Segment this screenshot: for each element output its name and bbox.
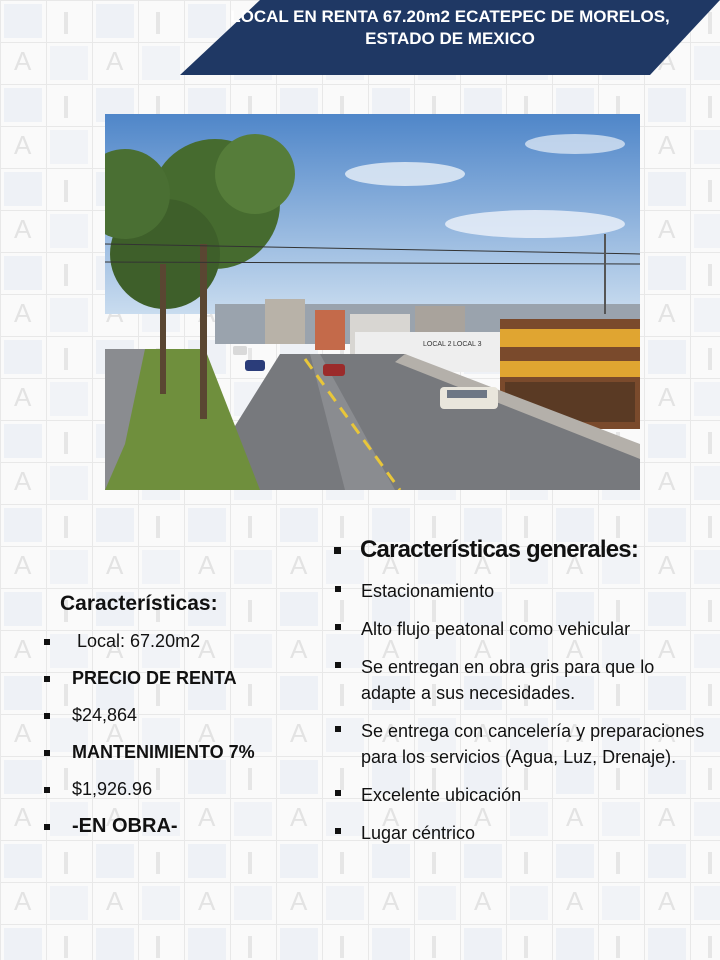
- bullet-icon: [335, 586, 341, 592]
- general-features-heading: Características generales:: [360, 536, 639, 563]
- sign-local-2: LOCAL 2: [423, 341, 452, 348]
- bullet-icon: [335, 726, 341, 732]
- general-features-item: [334, 718, 714, 770]
- sign-local-3: LOCAL 3: [453, 341, 482, 348]
- features-list-text: MANTENIMIENTO 7%: [72, 742, 255, 762]
- general-features-item: [334, 782, 714, 808]
- general-features-item: [334, 616, 714, 642]
- bullet-icon: [44, 639, 50, 645]
- bullet-icon: [44, 750, 50, 756]
- features-list-text: $24,864: [72, 705, 138, 725]
- general-features-text: Lugar céntrico: [361, 823, 476, 843]
- bullet-icon: [44, 824, 50, 830]
- right-title-bullet: [334, 547, 341, 554]
- general-features-item: [334, 654, 714, 706]
- bullet-icon: [44, 787, 50, 793]
- features-heading: Características:: [60, 592, 218, 615]
- street-scene-image: [105, 114, 640, 490]
- features-list-text: -EN OBRA-: [72, 815, 178, 837]
- bullet-icon: [44, 676, 50, 682]
- bullet-icon: [335, 790, 341, 796]
- title-banner: [180, 0, 720, 75]
- general-features-text: Excelente ubicación: [361, 785, 522, 805]
- general-features-item: [334, 578, 714, 604]
- bullet-icon: [335, 828, 341, 834]
- property-photo: [105, 114, 640, 490]
- general-features-text: Se entregan en obra gris para que lo adapte a sus necesidades.: [361, 657, 655, 703]
- general-features-text: Alto flujo peatonal como vehicular: [361, 619, 631, 639]
- general-features-list: [334, 578, 714, 858]
- bullet-icon: [335, 624, 341, 630]
- features-list-text: PRECIO DE RENTA: [72, 668, 237, 688]
- bullet-icon: [44, 713, 50, 719]
- banner-title: LOCAL EN RENTA 67.20m2 ECATEPEC DE MORELOS, ESTADO DE MEXICO: [230, 7, 670, 48]
- general-features-item: [334, 820, 714, 846]
- general-features-text: Se entrega con cancelería y preparaciones para los servicios (Agua, Luz, Drenaje).: [361, 721, 705, 767]
- features-list-text: $1,926.96: [72, 779, 153, 799]
- features-list-text: Local: 67.20m2: [77, 631, 201, 651]
- general-features-text: Estacionamiento: [361, 581, 495, 601]
- bullet-icon: [335, 662, 341, 668]
